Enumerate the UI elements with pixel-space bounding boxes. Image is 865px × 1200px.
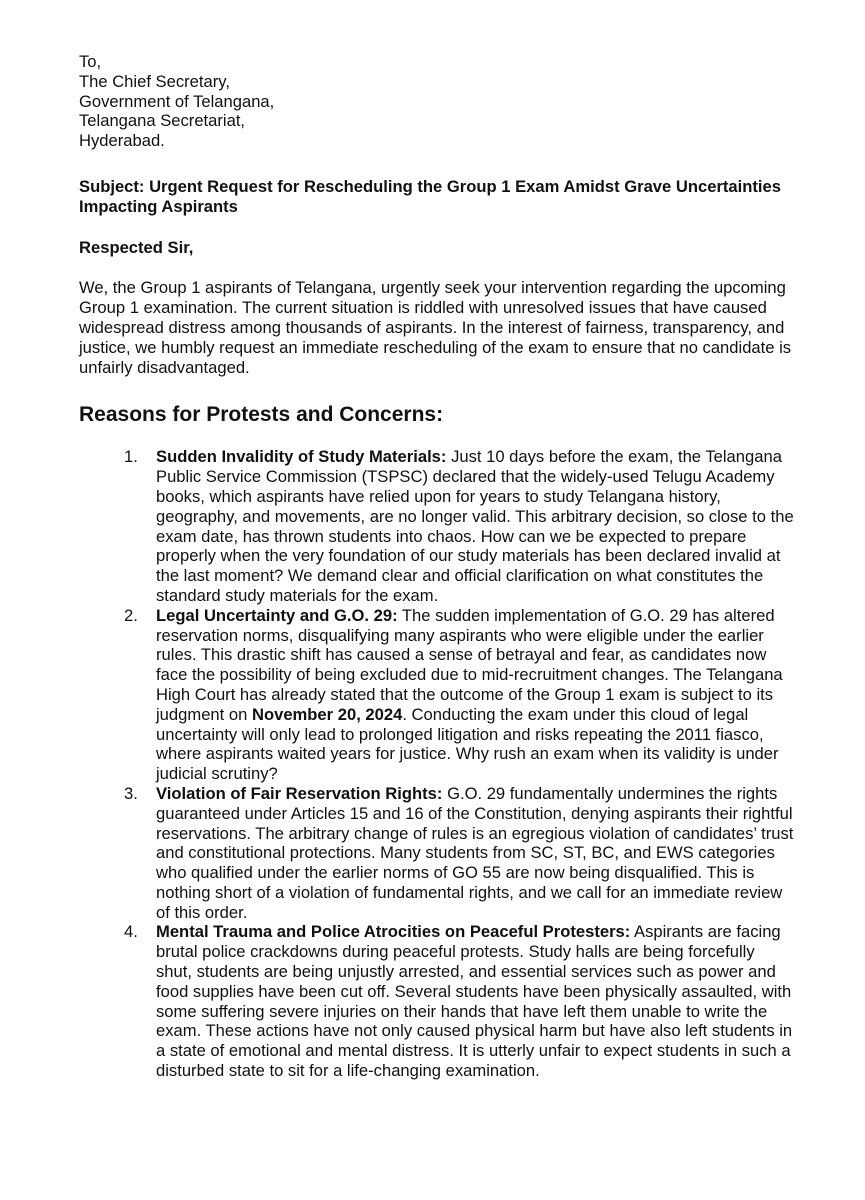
reason-title: Sudden Invalidity of Study Materials: <box>156 447 447 467</box>
reason-title: Mental Trauma and Police Atrocities on Peaceful Protesters: <box>156 922 631 942</box>
list-number: 4. <box>124 922 138 942</box>
list-number: 3. <box>124 783 138 803</box>
list-item <box>124 784 795 923</box>
intro-paragraph: We, the Group 1 aspirants of Telangana, urgently seek your intervention regarding the upcoming Group 1 examination. The current situation is riddled with unresolved issues that have caused widespread distress among thousands of aspirants. In the interest of fairness, transparency, and justice, we humbly request an immediate rescheduling of the exam to ensure that no candidate is unfairly disadvantaged. <box>79 278 792 377</box>
subject-line: Subject: Urgent Request for Rescheduling the Group 1 Exam Amidst Grave Uncertainties Impacting Aspirants <box>79 176 782 216</box>
reason-text: Just 10 days before the exam, the Telangana Public Service Commission (TSPSC) declared that the widely-used Telugu Academy books, which aspirants have relied upon for years to study Telangana history, geography, and movements, are no longer valid. This arbitrary decision, so close to the exam date, has thrown students into chaos. How can we be expected to prepare properly when the very foundation of our study materials has been declared invalid at the last moment? We demand clear and official clarification on what constitutes the standard study materials for the exam. <box>156 447 794 605</box>
reason-text: Aspirants are facing brutal police crackdowns during peaceful protests. Study halls are being forcefully shut, students are being unjustly arrested, and essential services such as power and food supplies have been cut off. Several students have been physically assaulted, with some suffering severe injuries on their hands that have left them unable to write the exam. These actions have not only caused physical harm but have also left students in a state of emotional and mental distress. It is utterly unfair to expect students in such a disturbed state to sit for a life-changing examination. <box>156 922 793 1081</box>
list-number: 1. <box>124 447 138 467</box>
list-number: 2. <box>124 605 138 625</box>
reason-text-continued: . Conducting the exam under this cloud of legal uncertainty will only lead to prolonged litigation and risks repeating the 2011 fiasco, where aspirants waited years for justice. Why rush an exam when its validity is under judicial scrutiny? <box>156 704 779 784</box>
salutation: Respected Sir, <box>79 237 194 257</box>
address-line: Government of Telangana, <box>79 91 275 111</box>
reason-title: Violation of Fair Reservation Rights: <box>156 783 443 803</box>
list-item <box>124 606 795 784</box>
judgment-date: November 20, 2024 <box>251 704 403 724</box>
reason-text: G.O. 29 fundamentally undermines the rights guaranteed under Articles 15 and 16 of the Constitution, denying aspirants their rightful reservations. The arbitrary change of rules is an egregious violation of candidates’ trust and constitutional protections. Many students from SC, ST, BC, and EWS categories who qualified under the earlier norms of GO 55 are now being disqualified. This is nothing short of a violation of fundamental rights, and we call for an immediate review of this order. <box>156 783 794 922</box>
reasons-list <box>79 447 795 1081</box>
reason-text: The sudden implementation of G.O. 29 has altered reservation norms, disqualifying many aspirants who were eligible under the earlier rules. This drastic shift has caused a sense of betrayal and fear, as candidates now face the possibility of being excluded due to mid-recruitment changes. The Telangana High Court has already stated that the outcome of the Group 1 exam is subject to its judgment on <box>156 605 783 724</box>
list-item <box>124 447 795 605</box>
list-item <box>124 922 795 1080</box>
reason-title: Legal Uncertainty and G.O. 29: <box>156 605 398 625</box>
section-heading: Reasons for Protests and Concerns: <box>79 403 444 427</box>
address-line: Telangana Secretariat, <box>79 111 246 131</box>
recipient-address <box>79 52 795 151</box>
address-line: To, <box>79 52 102 71</box>
address-line: The Chief Secretary, <box>79 71 230 91</box>
address-line: Hyderabad. <box>79 131 165 151</box>
